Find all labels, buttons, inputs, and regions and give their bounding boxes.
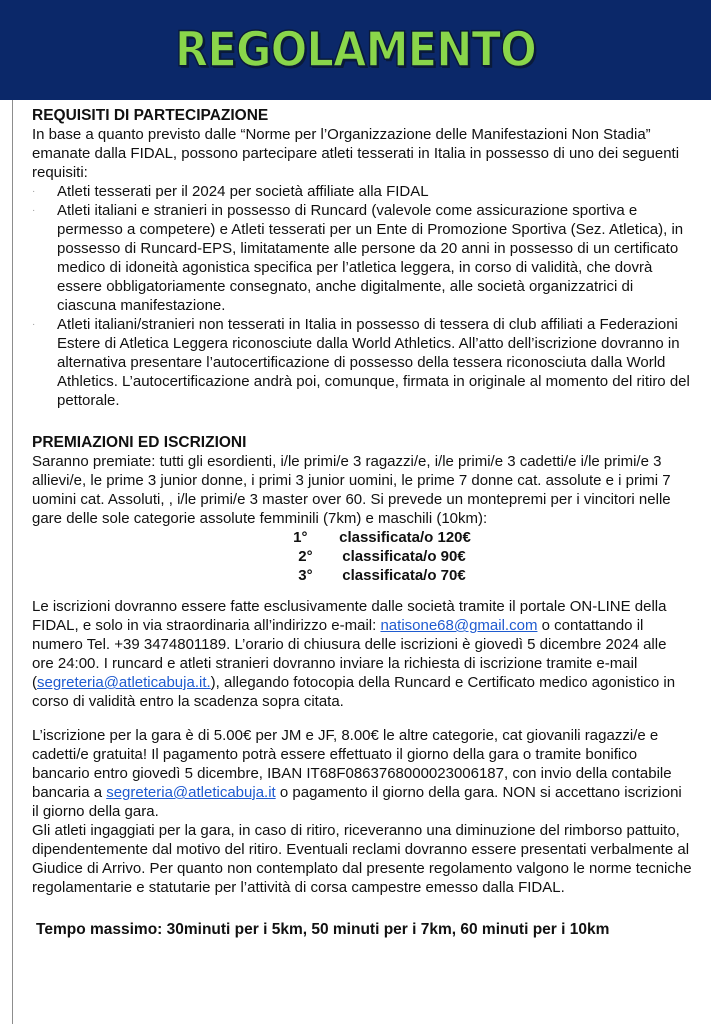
prize-row <box>72 528 692 547</box>
prize-row <box>72 547 692 566</box>
prize-rank: 2° <box>298 548 313 565</box>
list-item <box>32 182 692 201</box>
premiazioni-intro: Saranno premiate: tutti gli esordienti, i/le primi/e 3 ragazzi/e, i/le primi/e 3 cadetti/e i/le primi/e 3 allievi/e, le prime 3 junior donne, i primi 3 junior uomini, le prime 7 donne cat. assolute e i primi 7 uomini cat. Assoluti, , i/le primi/e 3 master over 60. Si prevede un montepremi per i vincitori nelle gare delle sole categorie assolute femminili (7km) e maschili (10km): <box>32 453 671 527</box>
title-banner <box>0 0 711 100</box>
iscrizioni-text: Le iscrizioni dovranno essere fatte esclusivamente dalle società tramite il portale ON-LINE della FIDAL, e solo in via straordinaria all’indirizzo e-mail: <box>32 598 667 634</box>
iscrizioni-text: o contattando il numero Tel. +39 3474801189. L’orario di chiusura delle iscrizioni è giovedì 5 dicembre 2024 alle ore 24:00. I runcard e atleti stranieri dovranno inviare la richiesta di iscrizione tramite e-mail ( <box>32 617 667 691</box>
quota-text: o pagamento il giorno della gara. NON si accettano iscrizioni il giorno della gara. <box>32 784 682 820</box>
ritiro-paragraph: Gli atleti ingaggiati per la gara, in caso di ritiro, riceveranno una diminuzione del rimborso pattuito, dipendentemente dal motivo del ritiro. Eventuali reclami dovranno essere presentati verbalmente al Giudice di Arrivo. Per quanto non contemplato dal presente regolamento valgono le norme tecniche regolamentarie e statutarie per l’attività di corsa campestre emesso dalla FIDAL. <box>32 822 692 896</box>
prize-rank: 3° <box>298 567 313 584</box>
page-title: REGOLAMENTO <box>175 22 536 78</box>
bullet-icon: · <box>32 205 36 216</box>
email-link-segreteria-payment[interactable]: segreteria@atleticabuja.it <box>106 784 276 801</box>
premiazioni-heading: PREMIAZIONI ED ISCRIZIONI <box>32 434 247 451</box>
requisiti-heading: REQUISITI DI PARTECIPAZIONE <box>32 107 269 124</box>
quota-paragraph <box>32 726 692 821</box>
list-item <box>32 201 692 315</box>
requisiti-item-text: Atleti tesserati per il 2024 per società affiliate alla FIDAL <box>57 183 429 200</box>
prize-label: classificata/o 120€ <box>339 529 471 546</box>
left-border-line <box>12 100 13 1024</box>
quota-text: L’iscrizione per la gara è di 5.00€ per JM e JF, 8.00€ le altre categorie, cat giovanili ragazzi/e e cadetti/e gratuita! Il pagamento potrà essere effettuato il giorno della gara o tramite bonifico bancario entro giovedì 5 dicembre, IBAN IT68F0863768000023006187, con invio della contabile bancaria a <box>32 727 672 801</box>
regulation-content <box>32 106 692 939</box>
list-item <box>32 315 692 410</box>
requisiti-item-text: Atleti italiani/stranieri non tesserati in Italia in possesso di tessera di club affiliati a Federazioni Estere di Atletica Leggera riconosciute dalla World Athletics. All’atto dell’iscrizione dovranno in alternativa presentare l’autocertificazione di possesso della tessera riconosciuta dalla World Athletics. L’autocertificazione andrà poi, comunque, firmata in originale al momento del ritiro del pettorale. <box>57 316 690 409</box>
prize-row <box>72 566 692 585</box>
requisiti-item-text: Atleti italiani e stranieri in possesso di Runcard (valevole come assicurazione sportiva e permesso a competere) e Atleti tesserati per un Ente di Promozione Sportiva (Sez. Atletica), in possesso di Runcard-EPS, limitatamente alle persone da 20 anni in possesso di un certificato medico di idoneità agonistica specifica per l’atletica leggera, in corso di validità, che dovrà essere obbligatoriamente consegnato, anche digitalmente, alle società organizzatrici di ciascuna manifestazione. <box>57 202 684 314</box>
bullet-icon: · <box>32 186 36 197</box>
bullet-icon: · <box>32 319 36 330</box>
tempo-massimo: Tempo massimo: 30minuti per i 5km, 50 minuti per i 7km, 60 minuti per i 10km <box>36 921 610 938</box>
prize-rank: 1° <box>293 529 308 546</box>
requisiti-list <box>32 182 692 410</box>
email-link-segreteria[interactable]: segreteria@atleticabuja.it. <box>37 674 211 691</box>
requisiti-intro: In base a quanto previsto dalle “Norme per l’Organizzazione delle Manifestazioni Non Stadia” emanate dalla FIDAL, possono partecipare atleti tesserati in Italia in possesso di uno dei seguenti requisiti: <box>32 126 680 181</box>
iscrizioni-text: ), allegando fotocopia della Runcard e Certificato medico agonistico in corso di validità entro la scadenza sopra citata. <box>32 674 676 710</box>
prize-label: classificata/o 90€ <box>342 548 466 565</box>
iscrizioni-paragraph <box>32 597 692 711</box>
email-link-natisone[interactable]: natisone68@gmail.com <box>380 617 538 634</box>
prize-label: classificata/o 70€ <box>342 567 466 584</box>
